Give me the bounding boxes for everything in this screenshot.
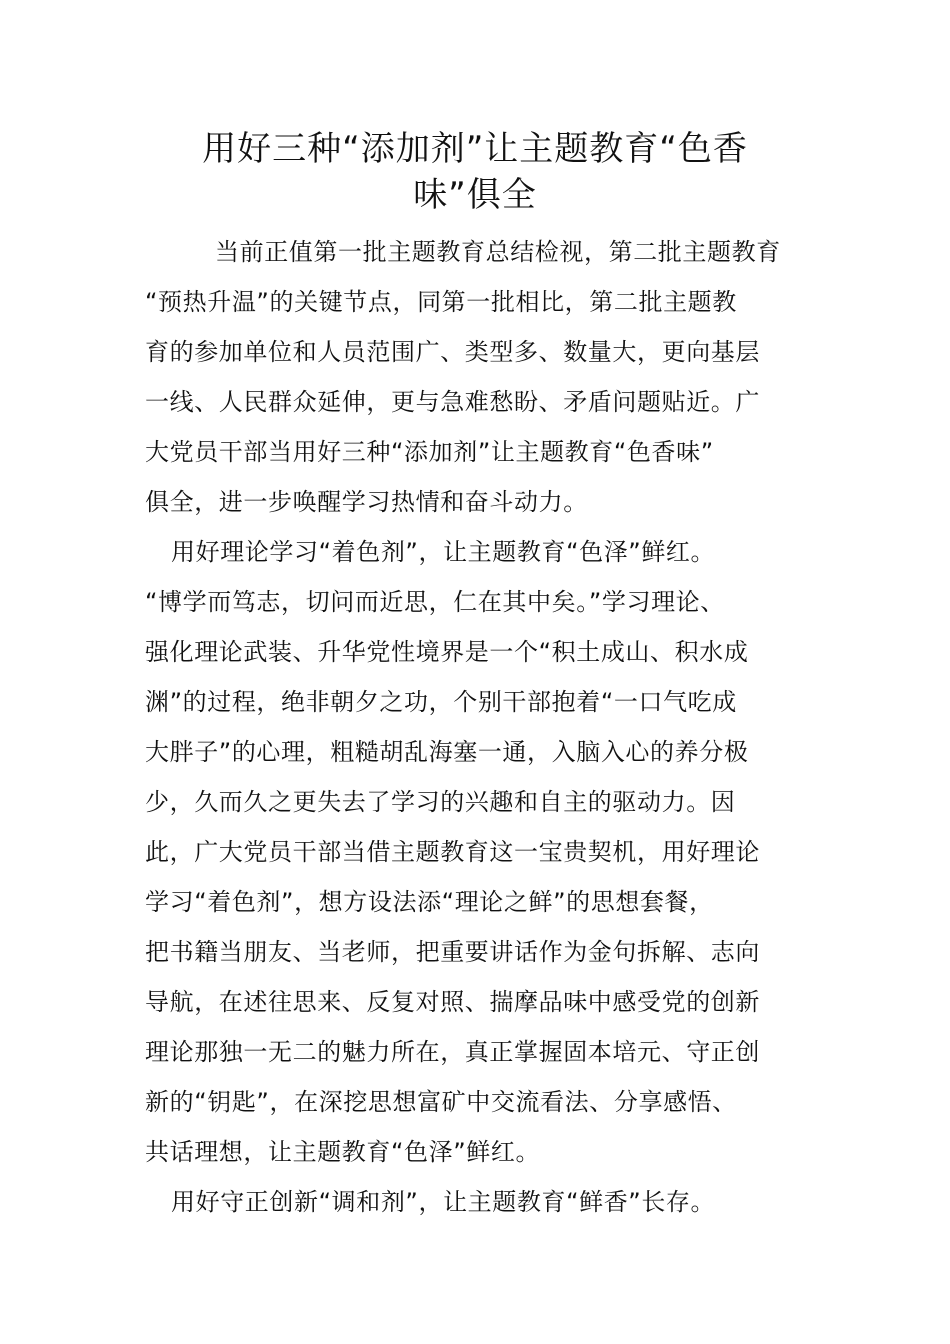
body-line-5: 大党员干部当用好三种“添加剂”让主题教育“色香味” <box>145 438 714 466</box>
body-line-19: 共话理想，让主题教育“色泽”鲜红。 <box>145 1138 541 1166</box>
title-line-2: 味”俱全 <box>413 175 537 215</box>
body-line-14: 学习“着色剂”，想方设法添“理论之鲜”的思想套餐， <box>145 888 714 916</box>
body-line-15: 把书籍当朋友、当老师，把重要讲话作为金句拆解、志向 <box>145 938 760 966</box>
body-line-11: 大胖子”的心理，粗糙胡乱海塞一通，入脑入心的养分极 <box>145 738 749 766</box>
body-line-9: 强化理论武装、升华党性境界是一个“积土成山、积水成 <box>145 638 749 666</box>
body-line-3: 育的参加单位和人员范围广、类型多、数量大，更向基层 <box>145 338 760 366</box>
body-line-20: 用好守正创新“调和剂”，让主题教育“鲜香”长存。 <box>171 1188 716 1216</box>
body-line-1: 当前正值第一批主题教育总结检视，第二批主题教育 <box>215 238 781 266</box>
body-line-17: 理论那独一无二的魅力所在，真正掌握固本培元、守正创 <box>145 1038 760 1066</box>
body-line-4: 一线、人民群众延伸，更与急难愁盼、矛盾问题贴近。广 <box>145 388 760 416</box>
body-line-2: “预热升温”的关键节点，同第一批相比，第二批主题教 <box>145 288 737 316</box>
body-line-7: 用好理论学习“着色剂”，让主题教育“色泽”鲜红。 <box>171 538 716 566</box>
document-title <box>150 126 800 218</box>
body-line-16: 导航，在述往思来、反复对照、揣摩品味中感受党的创新 <box>145 988 760 1016</box>
body-line-6: 俱全，进一步唤醒学习热情和奋斗动力。 <box>145 488 588 516</box>
body-line-12: 少，久而久之更失去了学习的兴趣和自主的驱动力。因 <box>145 788 736 816</box>
body-line-8: “博学而笃志，切问而近思，仁在其中矣。”学习理论、 <box>145 588 725 616</box>
body-line-18: 新的“钥匙”，在深挖思想富矿中交流看法、分享感悟、 <box>145 1088 737 1116</box>
body-line-13: 此，广大党员干部当借主题教育这一宝贵契机，用好理论 <box>145 838 760 866</box>
body-line-10: 渊”的过程，绝非朝夕之功，个别干部抱着“一口气吃成 <box>145 688 737 716</box>
title-line-1: 用好三种“添加剂”让主题教育“色香 <box>202 129 748 169</box>
